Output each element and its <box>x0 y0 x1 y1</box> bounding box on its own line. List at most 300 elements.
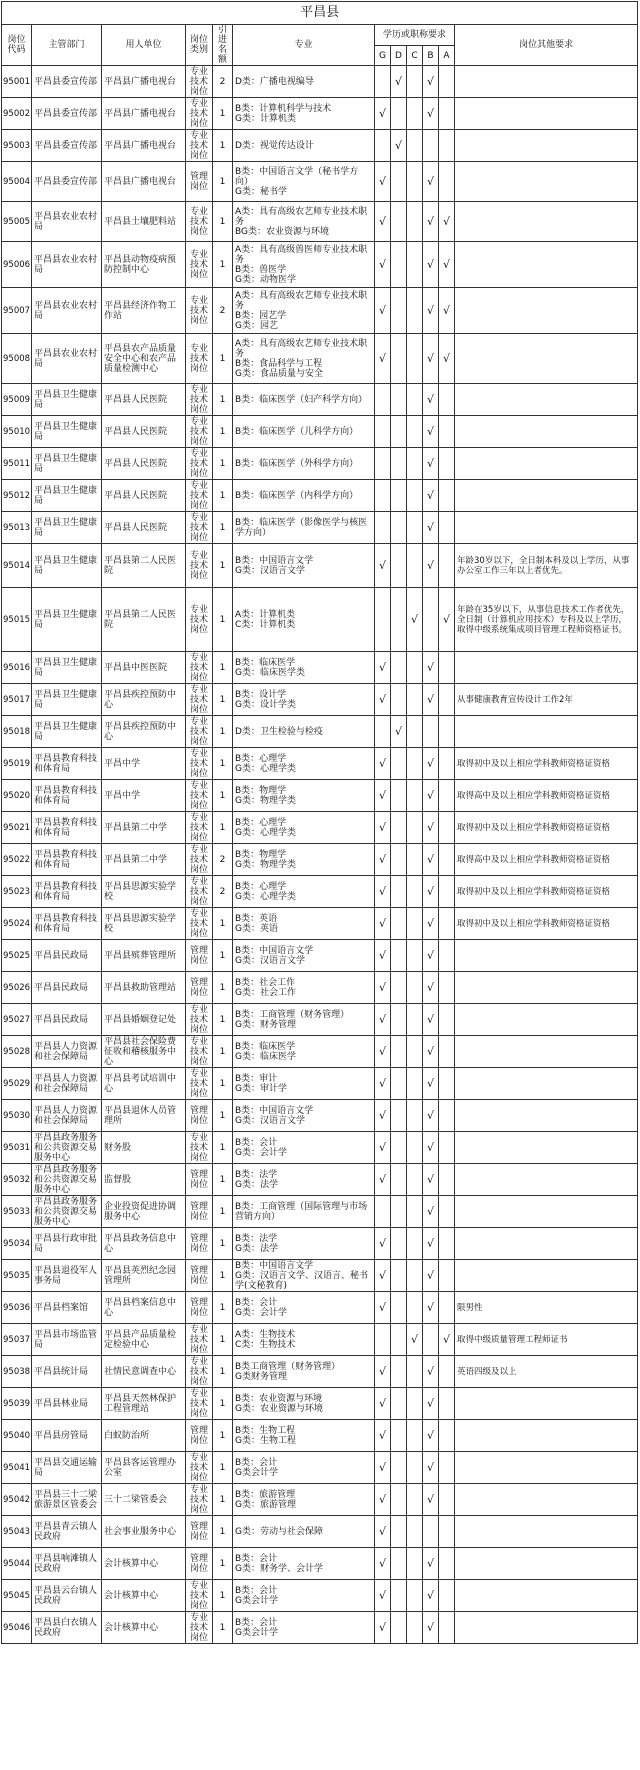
cell-count: 1 <box>213 1452 233 1484</box>
cell-dept: 平昌县卫生健康局 <box>32 684 102 716</box>
cell-edu-g <box>375 588 391 652</box>
cell-count: 1 <box>213 940 233 972</box>
cell-edu-a <box>439 716 455 748</box>
cell-count: 1 <box>213 1580 233 1612</box>
cell-type: 管理岗位 <box>186 972 213 1004</box>
cell-major: D类：视觉传达设计 <box>233 130 375 162</box>
cell-edu-d <box>391 480 407 512</box>
cell-edu-a <box>439 1356 455 1388</box>
cell-other: 取得高中及以上相应学科教师资格证资格 <box>455 780 638 812</box>
cell-edu-g: √ <box>375 1164 391 1196</box>
cell-edu-a <box>439 940 455 972</box>
cell-dept: 平昌县委宣传部 <box>32 162 102 202</box>
cell-other <box>455 1580 638 1612</box>
cell-count: 1 <box>213 162 233 202</box>
cell-edu-g: √ <box>375 1068 391 1100</box>
cell-other <box>455 66 638 98</box>
cell-edu-d <box>391 512 407 544</box>
cell-unit: 平昌县经济作物工作站 <box>102 288 186 334</box>
cell-edu-c <box>407 1164 423 1196</box>
cell-count: 1 <box>213 748 233 780</box>
cell-unit: 平昌县产品质量检定检验中心 <box>102 1324 186 1356</box>
cell-count: 1 <box>213 384 233 416</box>
cell-edu-g: √ <box>375 1292 391 1324</box>
cell-edu-g <box>375 1324 391 1356</box>
cell-edu-a <box>439 972 455 1004</box>
cell-code: 95032 <box>2 1164 32 1196</box>
cell-code: 95012 <box>2 480 32 512</box>
cell-edu-a <box>439 876 455 908</box>
cell-unit: 会计核算中心 <box>102 1612 186 1644</box>
cell-major: B类：会计 G类：会计学 <box>233 1292 375 1324</box>
cell-edu-g: √ <box>375 1036 391 1068</box>
cell-count: 1 <box>213 1388 233 1420</box>
cell-count: 1 <box>213 716 233 748</box>
cell-edu-b: √ <box>423 1356 439 1388</box>
cell-code: 95015 <box>2 588 32 652</box>
table-row <box>2 972 638 1004</box>
cell-edu-a <box>439 384 455 416</box>
cell-edu-d <box>391 1004 407 1036</box>
cell-code: 95019 <box>2 748 32 780</box>
cell-dept: 平昌县委宣传部 <box>32 66 102 98</box>
cell-edu-g <box>375 130 391 162</box>
cell-code: 95004 <box>2 162 32 202</box>
cell-type: 管理岗位 <box>186 1292 213 1324</box>
cell-edu-g: √ <box>375 908 391 940</box>
cell-major: B类：工商管理（财务管理） G类：财务管理 <box>233 1004 375 1036</box>
header-other: 岗位其他要求 <box>455 25 638 66</box>
cell-type: 管理岗位 <box>186 1548 213 1580</box>
cell-edu-a <box>439 1388 455 1420</box>
cell-major: B类：临床医学 G类：临床医学类 <box>233 652 375 684</box>
cell-edu-c <box>407 780 423 812</box>
cell-count: 1 <box>213 1004 233 1036</box>
cell-count: 1 <box>213 544 233 588</box>
cell-dept: 平昌县交通运输局 <box>32 1452 102 1484</box>
cell-edu-a <box>439 480 455 512</box>
cell-count: 1 <box>213 1548 233 1580</box>
cell-major: B类：旅游管理 G类：旅游管理 <box>233 1484 375 1516</box>
cell-code: 95037 <box>2 1324 32 1356</box>
cell-type: 专业技术岗位 <box>186 202 213 242</box>
cell-major: B类：法学 G类：法学 <box>233 1164 375 1196</box>
cell-edu-g <box>375 384 391 416</box>
cell-unit: 财务股 <box>102 1132 186 1164</box>
cell-dept: 平昌县农业农村局 <box>32 288 102 334</box>
cell-count: 2 <box>213 844 233 876</box>
table-row <box>2 130 638 162</box>
cell-type: 管理岗位 <box>186 1164 213 1196</box>
header-count: 引进名额 <box>213 25 233 66</box>
cell-other <box>455 384 638 416</box>
cell-type: 专业技术岗位 <box>186 288 213 334</box>
cell-edu-c <box>407 716 423 748</box>
cell-edu-d <box>391 908 407 940</box>
cell-edu-c <box>407 1356 423 1388</box>
cell-type: 专业技术岗位 <box>186 844 213 876</box>
cell-edu-c: √ <box>407 1324 423 1356</box>
table-row <box>2 1420 638 1452</box>
cell-type: 管理岗位 <box>186 1228 213 1260</box>
cell-other <box>455 202 638 242</box>
cell-other <box>455 1260 638 1292</box>
cell-code: 95035 <box>2 1260 32 1292</box>
cell-other <box>455 416 638 448</box>
cell-unit: 平昌县思源实验学校 <box>102 876 186 908</box>
cell-code: 95024 <box>2 908 32 940</box>
cell-dept: 平昌县卫生健康局 <box>32 652 102 684</box>
cell-dept: 平昌县卫生健康局 <box>32 512 102 544</box>
cell-edu-c <box>407 876 423 908</box>
cell-dept: 平昌县卫生健康局 <box>32 588 102 652</box>
cell-other <box>455 1004 638 1036</box>
cell-edu-d <box>391 844 407 876</box>
table-row <box>2 544 638 588</box>
cell-edu-b: √ <box>423 544 439 588</box>
cell-edu-b: √ <box>423 1196 439 1228</box>
cell-edu-c <box>407 1612 423 1644</box>
cell-code: 95021 <box>2 812 32 844</box>
header-edu-d: D <box>391 46 407 66</box>
cell-count: 1 <box>213 1100 233 1132</box>
cell-edu-a <box>439 162 455 202</box>
cell-edu-g: √ <box>375 202 391 242</box>
cell-code: 95046 <box>2 1612 32 1644</box>
cell-edu-d <box>391 588 407 652</box>
cell-edu-d: √ <box>391 716 407 748</box>
cell-type: 专业技术岗位 <box>186 1068 213 1100</box>
cell-edu-d <box>391 1612 407 1644</box>
table-row <box>2 1036 638 1068</box>
table-row <box>2 716 638 748</box>
cell-edu-d: √ <box>391 130 407 162</box>
recruitment-table-sheet <box>1 1 637 1644</box>
cell-edu-d <box>391 242 407 288</box>
cell-major: B类：物理学 G类：物理学类 <box>233 780 375 812</box>
cell-type: 专业技术岗位 <box>186 812 213 844</box>
cell-type: 专业技术岗位 <box>186 1452 213 1484</box>
cell-edu-c <box>407 384 423 416</box>
cell-unit: 平昌县广播电视台 <box>102 98 186 130</box>
cell-count: 1 <box>213 1420 233 1452</box>
cell-edu-c <box>407 288 423 334</box>
cell-type: 专业技术岗位 <box>186 716 213 748</box>
cell-type: 管理岗位 <box>186 1196 213 1228</box>
cell-edu-a <box>439 1516 455 1548</box>
cell-edu-a <box>439 1196 455 1228</box>
cell-edu-a <box>439 908 455 940</box>
cell-edu-g: √ <box>375 288 391 334</box>
cell-other <box>455 1164 638 1196</box>
cell-edu-b: √ <box>423 684 439 716</box>
cell-edu-g: √ <box>375 1356 391 1388</box>
table-row <box>2 1324 638 1356</box>
cell-count: 1 <box>213 652 233 684</box>
cell-dept: 平昌县民政局 <box>32 1004 102 1036</box>
cell-unit: 平昌中学 <box>102 748 186 780</box>
cell-edu-g: √ <box>375 544 391 588</box>
table-row <box>2 448 638 480</box>
cell-code: 95043 <box>2 1516 32 1548</box>
cell-other <box>455 1068 638 1100</box>
cell-edu-c <box>407 1420 423 1452</box>
cell-edu-b: √ <box>423 1484 439 1516</box>
cell-edu-g <box>375 512 391 544</box>
cell-edu-a <box>439 1452 455 1484</box>
cell-unit: 平昌县农产品质量安全中心和农产品质量检测中心 <box>102 334 186 384</box>
cell-edu-g: √ <box>375 334 391 384</box>
cell-major: A类：生物技术 C类：生物技术 <box>233 1324 375 1356</box>
cell-code: 95017 <box>2 684 32 716</box>
cell-other: 取得初中及以上相应学科教师资格证资格 <box>455 876 638 908</box>
cell-edu-b: √ <box>423 98 439 130</box>
cell-code: 95044 <box>2 1548 32 1580</box>
cell-edu-b <box>423 130 439 162</box>
cell-code: 95003 <box>2 130 32 162</box>
cell-major: B类：物理学 G类：物理学类 <box>233 844 375 876</box>
cell-edu-b: √ <box>423 972 439 1004</box>
cell-unit: 平昌县人民医院 <box>102 448 186 480</box>
cell-edu-b: √ <box>423 242 439 288</box>
cell-unit: 会计核算中心 <box>102 1580 186 1612</box>
table-row <box>2 908 638 940</box>
cell-edu-d <box>391 1292 407 1324</box>
cell-major: B类工商管理（财务管理） G类财务管理 <box>233 1356 375 1388</box>
cell-major: B类：临床医学（外科学方向） <box>233 448 375 480</box>
cell-type: 专业技术岗位 <box>186 1580 213 1612</box>
cell-other: 年龄在35岁以下，从事信息技术工作者优先，全日制（计算机应用技术）专科及以上学历，取得中级系统集成项目管理工程师资格证书。 <box>455 588 638 652</box>
cell-major: B类：心理学 G类：心理学类 <box>233 876 375 908</box>
table-row <box>2 480 638 512</box>
cell-edu-c <box>407 844 423 876</box>
cell-code: 95030 <box>2 1100 32 1132</box>
cell-other <box>455 162 638 202</box>
cell-other <box>455 1036 638 1068</box>
cell-edu-g: √ <box>375 876 391 908</box>
cell-type: 专业技术岗位 <box>186 588 213 652</box>
cell-edu-c: √ <box>407 588 423 652</box>
cell-unit: 平昌县退休人员管理所 <box>102 1100 186 1132</box>
cell-edu-a <box>439 1580 455 1612</box>
cell-edu-d <box>391 940 407 972</box>
cell-unit: 平昌县人民医院 <box>102 480 186 512</box>
cell-edu-g: √ <box>375 98 391 130</box>
cell-count: 1 <box>213 334 233 384</box>
cell-unit: 白蚁防治所 <box>102 1420 186 1452</box>
cell-edu-d <box>391 1484 407 1516</box>
cell-major: A类：具有高级兽医师专业技术职务 B类：兽医学 G类：动物医学 <box>233 242 375 288</box>
table-row <box>2 1548 638 1580</box>
cell-unit: 平昌县第二中学 <box>102 844 186 876</box>
header-edu-a: A <box>439 46 455 66</box>
cell-edu-g: √ <box>375 1580 391 1612</box>
cell-count: 1 <box>213 972 233 1004</box>
cell-count: 1 <box>213 908 233 940</box>
cell-type: 专业技术岗位 <box>186 98 213 130</box>
cell-edu-a <box>439 684 455 716</box>
cell-edu-b: √ <box>423 1292 439 1324</box>
cell-code: 95041 <box>2 1452 32 1484</box>
cell-other: 取得中级质量管理工程师证书 <box>455 1324 638 1356</box>
cell-other <box>455 940 638 972</box>
cell-dept: 平昌县农业农村局 <box>32 334 102 384</box>
cell-dept: 平昌县林业局 <box>32 1388 102 1420</box>
cell-edu-d <box>391 684 407 716</box>
cell-edu-g: √ <box>375 1100 391 1132</box>
table-row <box>2 812 638 844</box>
cell-unit: 三十二梁管委会 <box>102 1484 186 1516</box>
cell-edu-b: √ <box>423 940 439 972</box>
table-row <box>2 242 638 288</box>
table-row <box>2 162 638 202</box>
cell-edu-b: √ <box>423 1068 439 1100</box>
cell-dept: 平昌县教育科技和体育局 <box>32 844 102 876</box>
cell-edu-b <box>423 716 439 748</box>
cell-edu-b: √ <box>423 1100 439 1132</box>
cell-unit: 社情民意调查中心 <box>102 1356 186 1388</box>
cell-edu-g: √ <box>375 242 391 288</box>
header-edu-g: G <box>375 46 391 66</box>
cell-edu-a <box>439 652 455 684</box>
cell-unit: 平昌县社会保险费征收和稽核服务中心 <box>102 1036 186 1068</box>
cell-major: B类：会计 G类会计学 <box>233 1580 375 1612</box>
cell-edu-a <box>439 416 455 448</box>
cell-dept: 平昌县民政局 <box>32 972 102 1004</box>
cell-major: A类：具有高级农艺师专业技术职务 BG类：农业资源与环境 <box>233 202 375 242</box>
cell-edu-a <box>439 748 455 780</box>
cell-major: G类：劳动与社会保障 <box>233 1516 375 1548</box>
cell-major: B类：审计 G类：审计学 <box>233 1068 375 1100</box>
cell-edu-d <box>391 162 407 202</box>
cell-major: B类：计算机科学与技术 G类：计算机类 <box>233 98 375 130</box>
cell-count: 1 <box>213 588 233 652</box>
cell-major: B类：社会工作 G类：社会工作 <box>233 972 375 1004</box>
cell-edu-d <box>391 1356 407 1388</box>
cell-edu-g <box>375 416 391 448</box>
cell-type: 专业技术岗位 <box>186 1612 213 1644</box>
cell-dept: 平昌县农业农村局 <box>32 242 102 288</box>
cell-type: 专业技术岗位 <box>186 1356 213 1388</box>
cell-unit: 企业投资促进协调服务中心 <box>102 1196 186 1228</box>
cell-edu-d <box>391 1516 407 1548</box>
cell-edu-g: √ <box>375 780 391 812</box>
cell-count: 1 <box>213 812 233 844</box>
cell-major: B类：临床医学（内科学方向） <box>233 480 375 512</box>
header-edu-c: C <box>407 46 423 66</box>
cell-dept: 平昌县卫生健康局 <box>32 384 102 416</box>
cell-dept: 平昌县云台镇人民政府 <box>32 1580 102 1612</box>
cell-edu-d <box>391 972 407 1004</box>
cell-edu-c <box>407 1292 423 1324</box>
cell-other <box>455 1100 638 1132</box>
cell-edu-g: √ <box>375 1388 391 1420</box>
cell-unit: 平昌县政务信息中心 <box>102 1228 186 1260</box>
cell-edu-a <box>439 1228 455 1260</box>
cell-code: 95039 <box>2 1388 32 1420</box>
cell-dept: 平昌县卫生健康局 <box>32 716 102 748</box>
table-row <box>2 1260 638 1292</box>
cell-major: B类：法学 G类：法学 <box>233 1228 375 1260</box>
table-row <box>2 1612 638 1644</box>
cell-other <box>455 716 638 748</box>
cell-other <box>455 1484 638 1516</box>
cell-count: 1 <box>213 1036 233 1068</box>
cell-unit: 平昌县人民医院 <box>102 384 186 416</box>
cell-unit: 平昌县人民医院 <box>102 512 186 544</box>
cell-unit: 平昌县广播电视台 <box>102 130 186 162</box>
cell-edu-b: √ <box>423 480 439 512</box>
cell-code: 95009 <box>2 384 32 416</box>
cell-edu-a <box>439 130 455 162</box>
cell-unit: 平昌县客运管理办公室 <box>102 1452 186 1484</box>
cell-edu-d <box>391 448 407 480</box>
cell-edu-a <box>439 1036 455 1068</box>
cell-major: D类：卫生检验与检疫 <box>233 716 375 748</box>
cell-type: 管理岗位 <box>186 162 213 202</box>
cell-edu-d <box>391 202 407 242</box>
cell-code: 95023 <box>2 876 32 908</box>
cell-type: 专业技术岗位 <box>186 448 213 480</box>
cell-other <box>455 1612 638 1644</box>
cell-other <box>455 98 638 130</box>
cell-edu-c <box>407 242 423 288</box>
cell-dept: 平昌县响滩镇人民政府 <box>32 1548 102 1580</box>
cell-edu-d <box>391 384 407 416</box>
table-row <box>2 588 638 652</box>
cell-edu-d <box>391 1260 407 1292</box>
cell-type: 专业技术岗位 <box>186 1132 213 1164</box>
cell-major: B类：心理学 G类：心理学类 <box>233 812 375 844</box>
cell-edu-a <box>439 1484 455 1516</box>
cell-edu-d <box>391 1132 407 1164</box>
cell-dept: 平昌县人力资源和社会保障局 <box>32 1036 102 1068</box>
cell-edu-d <box>391 876 407 908</box>
cell-edu-b: √ <box>423 1420 439 1452</box>
cell-edu-d <box>391 334 407 384</box>
cell-unit: 平昌县中医医院 <box>102 652 186 684</box>
cell-major: A类：具有高级农艺师专业技术职务 B类：园艺学 G类：园艺 <box>233 288 375 334</box>
cell-dept: 平昌县行政审批局 <box>32 1228 102 1260</box>
cell-code: 95028 <box>2 1036 32 1068</box>
cell-code: 95038 <box>2 1356 32 1388</box>
cell-edu-d: √ <box>391 66 407 98</box>
cell-edu-g: √ <box>375 1612 391 1644</box>
cell-type: 专业技术岗位 <box>186 748 213 780</box>
cell-unit: 平昌县人民医院 <box>102 416 186 448</box>
cell-edu-a: √ <box>439 288 455 334</box>
cell-edu-a <box>439 1260 455 1292</box>
cell-edu-a <box>439 1292 455 1324</box>
cell-code: 95011 <box>2 448 32 480</box>
cell-code: 95014 <box>2 544 32 588</box>
cell-code: 95027 <box>2 1004 32 1036</box>
cell-edu-c <box>407 812 423 844</box>
cell-code: 95022 <box>2 844 32 876</box>
cell-edu-c <box>407 480 423 512</box>
cell-major: A类：具有高级农艺师专业技术职务 B类：食品科学与工程 G类：食品质量与安全 <box>233 334 375 384</box>
cell-unit: 平昌县英烈纪念园管理所 <box>102 1260 186 1292</box>
header-edu: 学历或职称要求 <box>375 25 455 46</box>
cell-dept: 平昌县政务服务和公共资源交易服务中心 <box>32 1196 102 1228</box>
cell-edu-c <box>407 98 423 130</box>
cell-edu-c <box>407 512 423 544</box>
cell-count: 1 <box>213 512 233 544</box>
cell-edu-a <box>439 1100 455 1132</box>
header-major: 专业 <box>233 25 375 66</box>
cell-code: 95040 <box>2 1420 32 1452</box>
cell-edu-b: √ <box>423 288 439 334</box>
